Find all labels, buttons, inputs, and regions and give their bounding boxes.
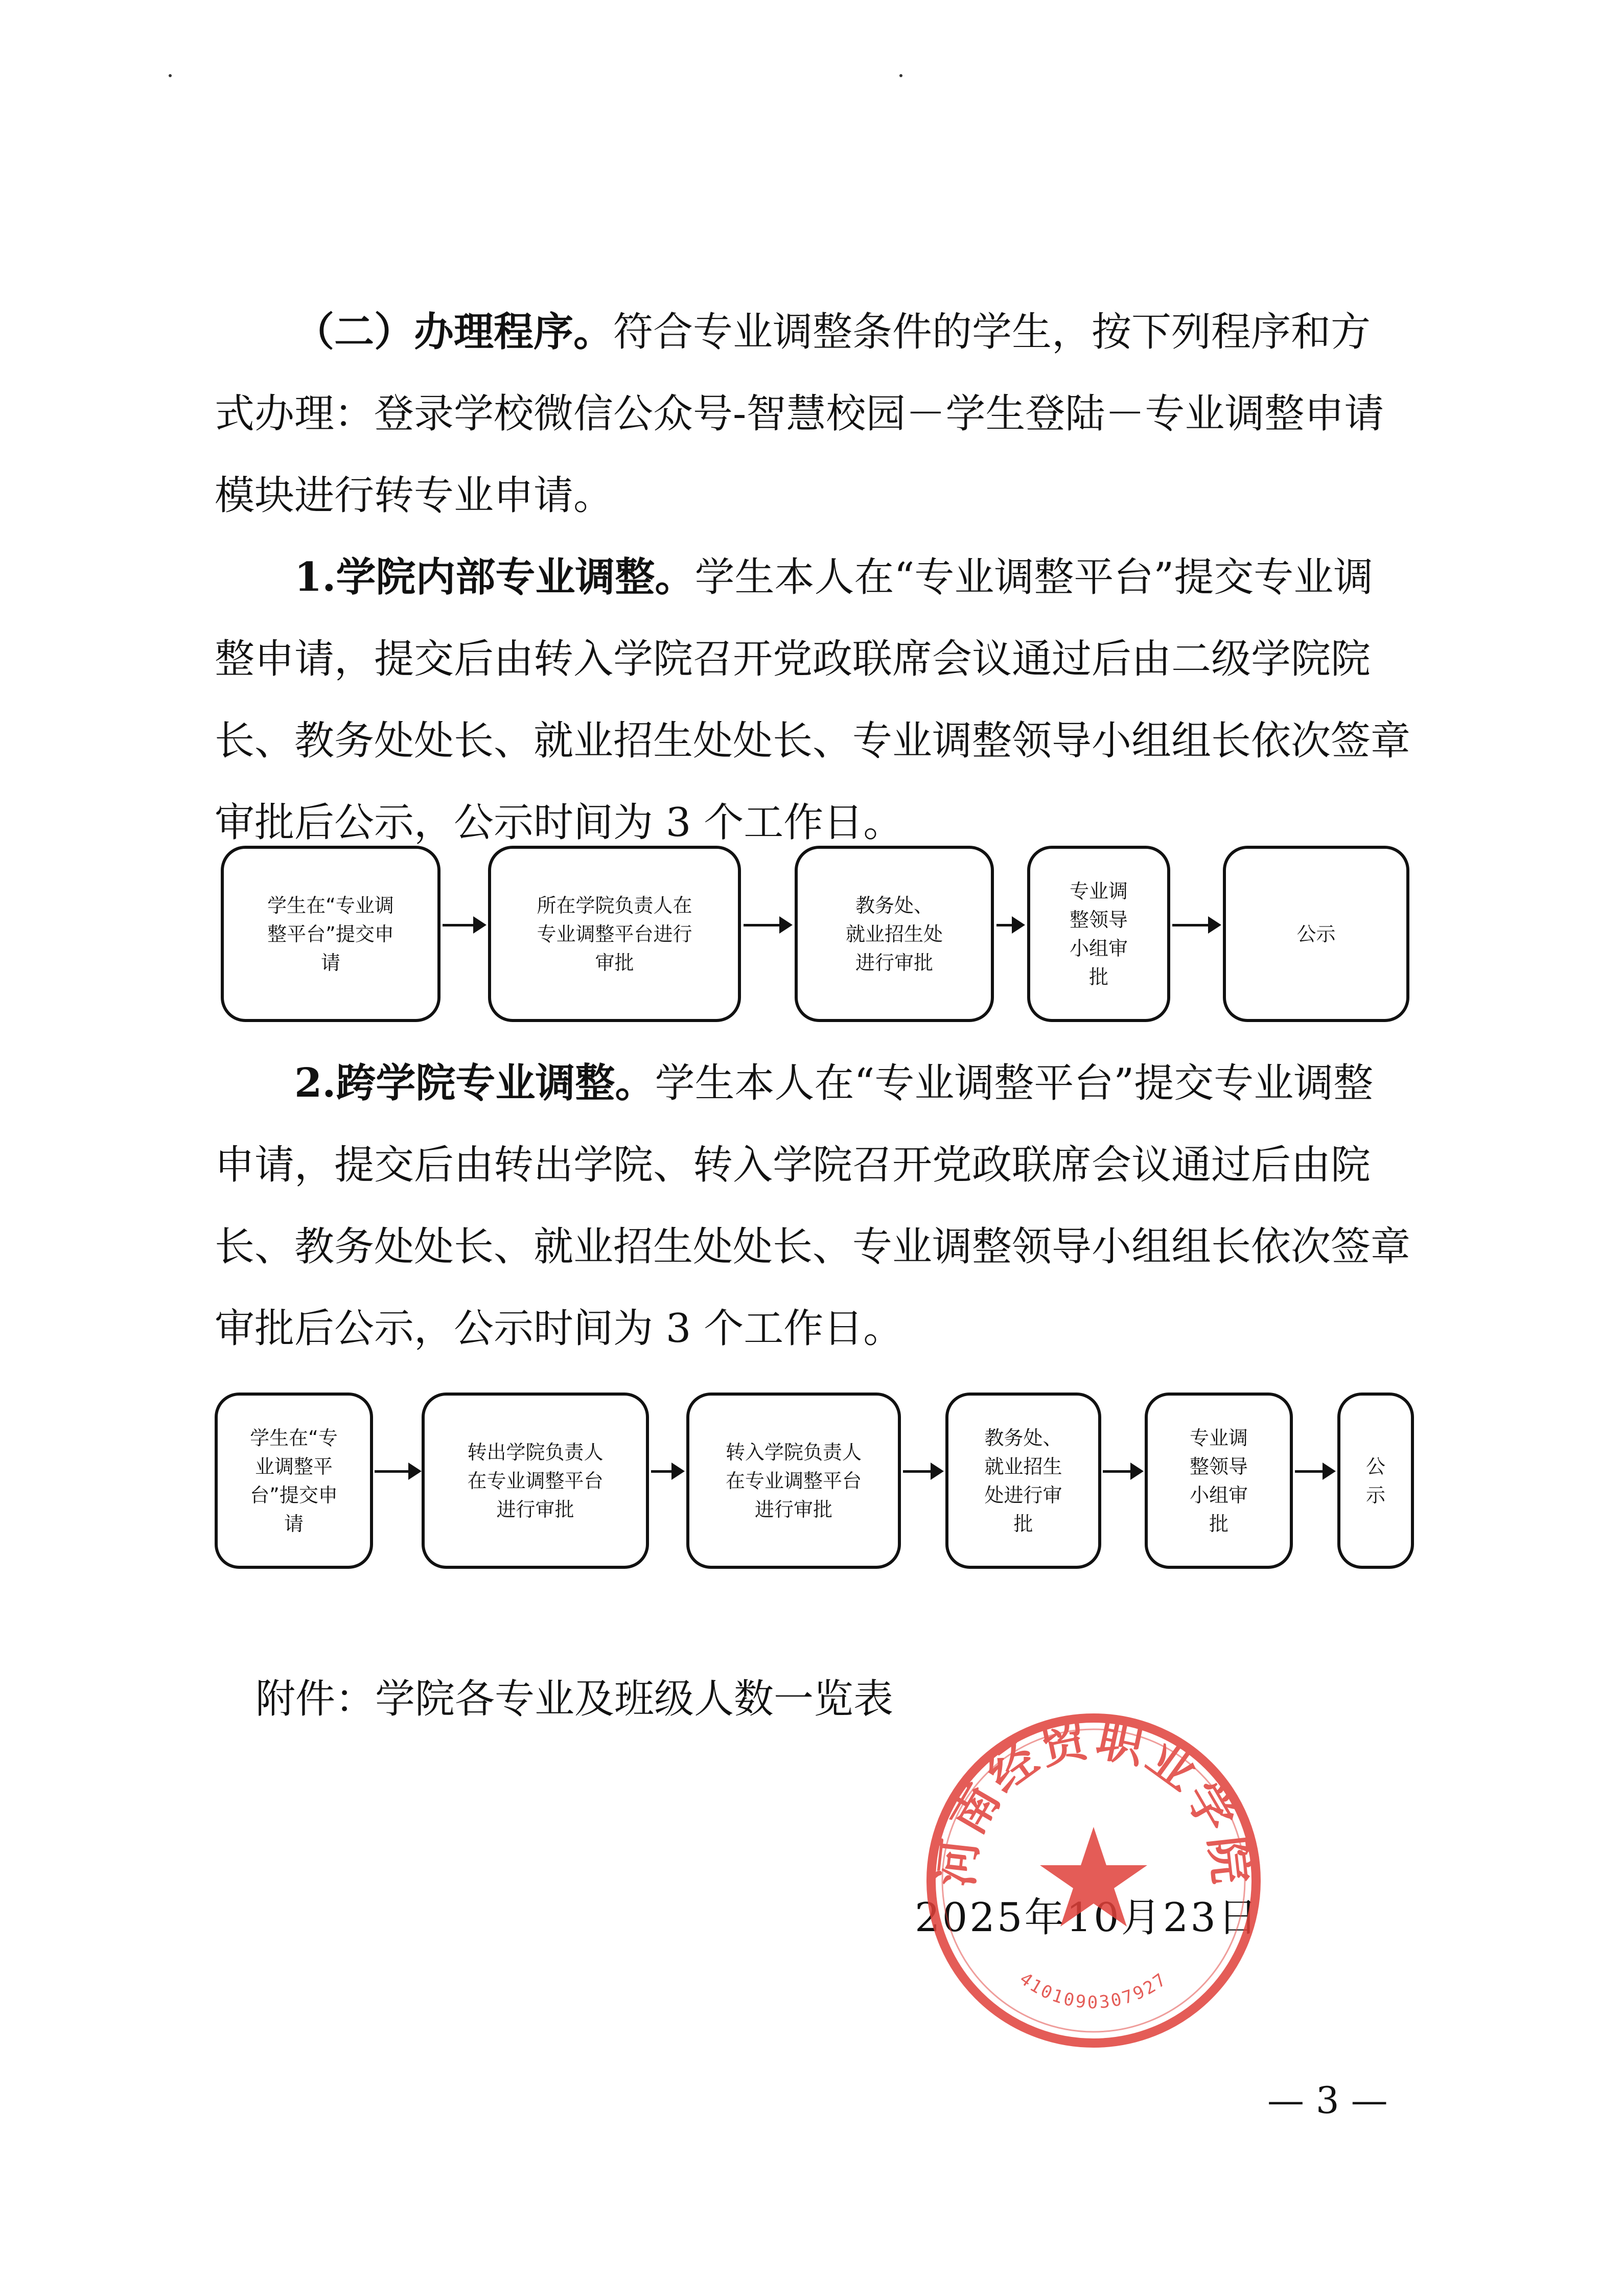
flow-text: 公 [1365, 1455, 1385, 1478]
svg-text:河南经贸职业学院: 河南经贸职业学院 [928, 1710, 1260, 1890]
flow2-step-in-college-review [686, 1393, 901, 1569]
flow-text: 整平台”提交申 [267, 922, 394, 945]
flow-text: 学生在“专 [250, 1426, 338, 1449]
flow-text: 业调整平 [254, 1455, 333, 1478]
flow1-step-leader-review [1027, 846, 1170, 1022]
flow-arrow [443, 916, 486, 934]
flow1-step-office-review [795, 846, 994, 1022]
flow2-step-leader-review [1145, 1393, 1293, 1569]
flow1-step-apply [221, 846, 440, 1022]
item2-heading: 2.跨学院专业调整。 [294, 1060, 655, 1106]
item1-heading: 1.学院内部专业调整。 [294, 554, 695, 600]
item2-body: 学生本人在“专业调整平台”提交专业调整申请，提交后由转出学院、转入学院召开党政联席会议通过后由院长、教务处处长、就业招生处处长、专业调整领导小组组长依次签章审批后公示，公示时间为 3 个工作日。 [215, 1060, 1411, 1352]
flow-text: 整领导 [1189, 1455, 1248, 1478]
flow-arrow [996, 916, 1025, 934]
flow-text: 审批 [595, 951, 634, 974]
flow-text: 整领导 [1069, 908, 1128, 931]
flow-arrow [651, 1463, 685, 1480]
flow1-step-college-review [488, 846, 741, 1022]
flow-arrow [744, 916, 793, 934]
scan-speck [169, 74, 172, 77]
flow-arrow [1295, 1463, 1336, 1480]
flow-text: 小组审 [1189, 1483, 1248, 1506]
flow-text: 小组审 [1069, 937, 1128, 960]
flow-text: 学生在“专业调 [267, 894, 394, 917]
flow-arrow [903, 1463, 944, 1480]
item1-paragraph [215, 537, 1410, 864]
flow2-step-office-review [945, 1393, 1101, 1569]
flow-text: 转入学院负责人 [725, 1441, 862, 1464]
issue-date: 2025年10月23日 [915, 1895, 1260, 1941]
flow1-step-publicize [1223, 846, 1409, 1022]
flow-text: 示 [1365, 1483, 1385, 1506]
flow-text: 公示 [1296, 922, 1336, 945]
flow-text: 在专业调整平台 [725, 1469, 862, 1492]
flow-text: 转出学院负责人 [467, 1441, 604, 1464]
svg-text:4101090307927: 4101090307927 [1015, 1968, 1172, 2013]
flow-text: 在专业调整平台 [467, 1469, 604, 1492]
flow-text: 台”提交申 [250, 1483, 338, 1506]
flow-text: 就业招生处 [845, 922, 943, 945]
flow-text: 请 [284, 1512, 304, 1535]
flow-arrow [375, 1463, 422, 1480]
flow2-step-out-college-review [422, 1393, 649, 1569]
item2-paragraph [215, 1042, 1410, 1370]
page-number: — 3 — [1267, 2079, 1388, 2122]
flow-text: 批 [1209, 1512, 1228, 1535]
flow-text: 进行审批 [754, 1498, 832, 1521]
flow-text: 请 [320, 951, 340, 974]
attachment-line: 附件：学院各专业及班级人数一览表 [256, 1676, 894, 1722]
flow-text: 进行审批 [496, 1498, 574, 1521]
flow-text: 教务处、 [984, 1426, 1062, 1449]
flow-arrow [1103, 1463, 1144, 1480]
flow-arrow [1172, 916, 1221, 934]
section-paragraph [215, 291, 1410, 537]
flow-text: 批 [1013, 1512, 1033, 1535]
section-heading: （二）办理程序。 [294, 309, 614, 355]
flow-text: 专业调 [1189, 1426, 1248, 1449]
scan-speck [899, 74, 902, 77]
flow2-step-publicize [1337, 1393, 1414, 1569]
flow-text: 所在学院负责人在 [537, 894, 692, 917]
flow-text: 教务处、 [855, 894, 933, 917]
flow-text: 就业招生 [984, 1455, 1062, 1478]
flow-text: 批 [1088, 965, 1108, 988]
flow-text: 专业调整平台进行 [537, 922, 692, 945]
flow-text: 专业调 [1069, 879, 1128, 902]
official-seal [920, 1707, 1267, 2054]
item1-body: 学生本人在“专业调整平台”提交专业调整申请，提交后由转入学院召开党政联席会议通过后由二级学院院长、教务处处长、就业招生处处长、专业调整领导小组组长依次签章审批后公示，公示时间为 3 个工作日。 [215, 554, 1411, 846]
section-body: 符合专业调整条件的学生，按下列程序和方式办理：登录学校微信公众号-智慧校园－学生登陆－专业调整申请模块进行转专业申请。 [215, 309, 1384, 519]
flow2-step-apply [215, 1393, 373, 1569]
flow-text: 处进行审 [984, 1483, 1062, 1506]
flow-text: 进行审批 [855, 951, 933, 974]
